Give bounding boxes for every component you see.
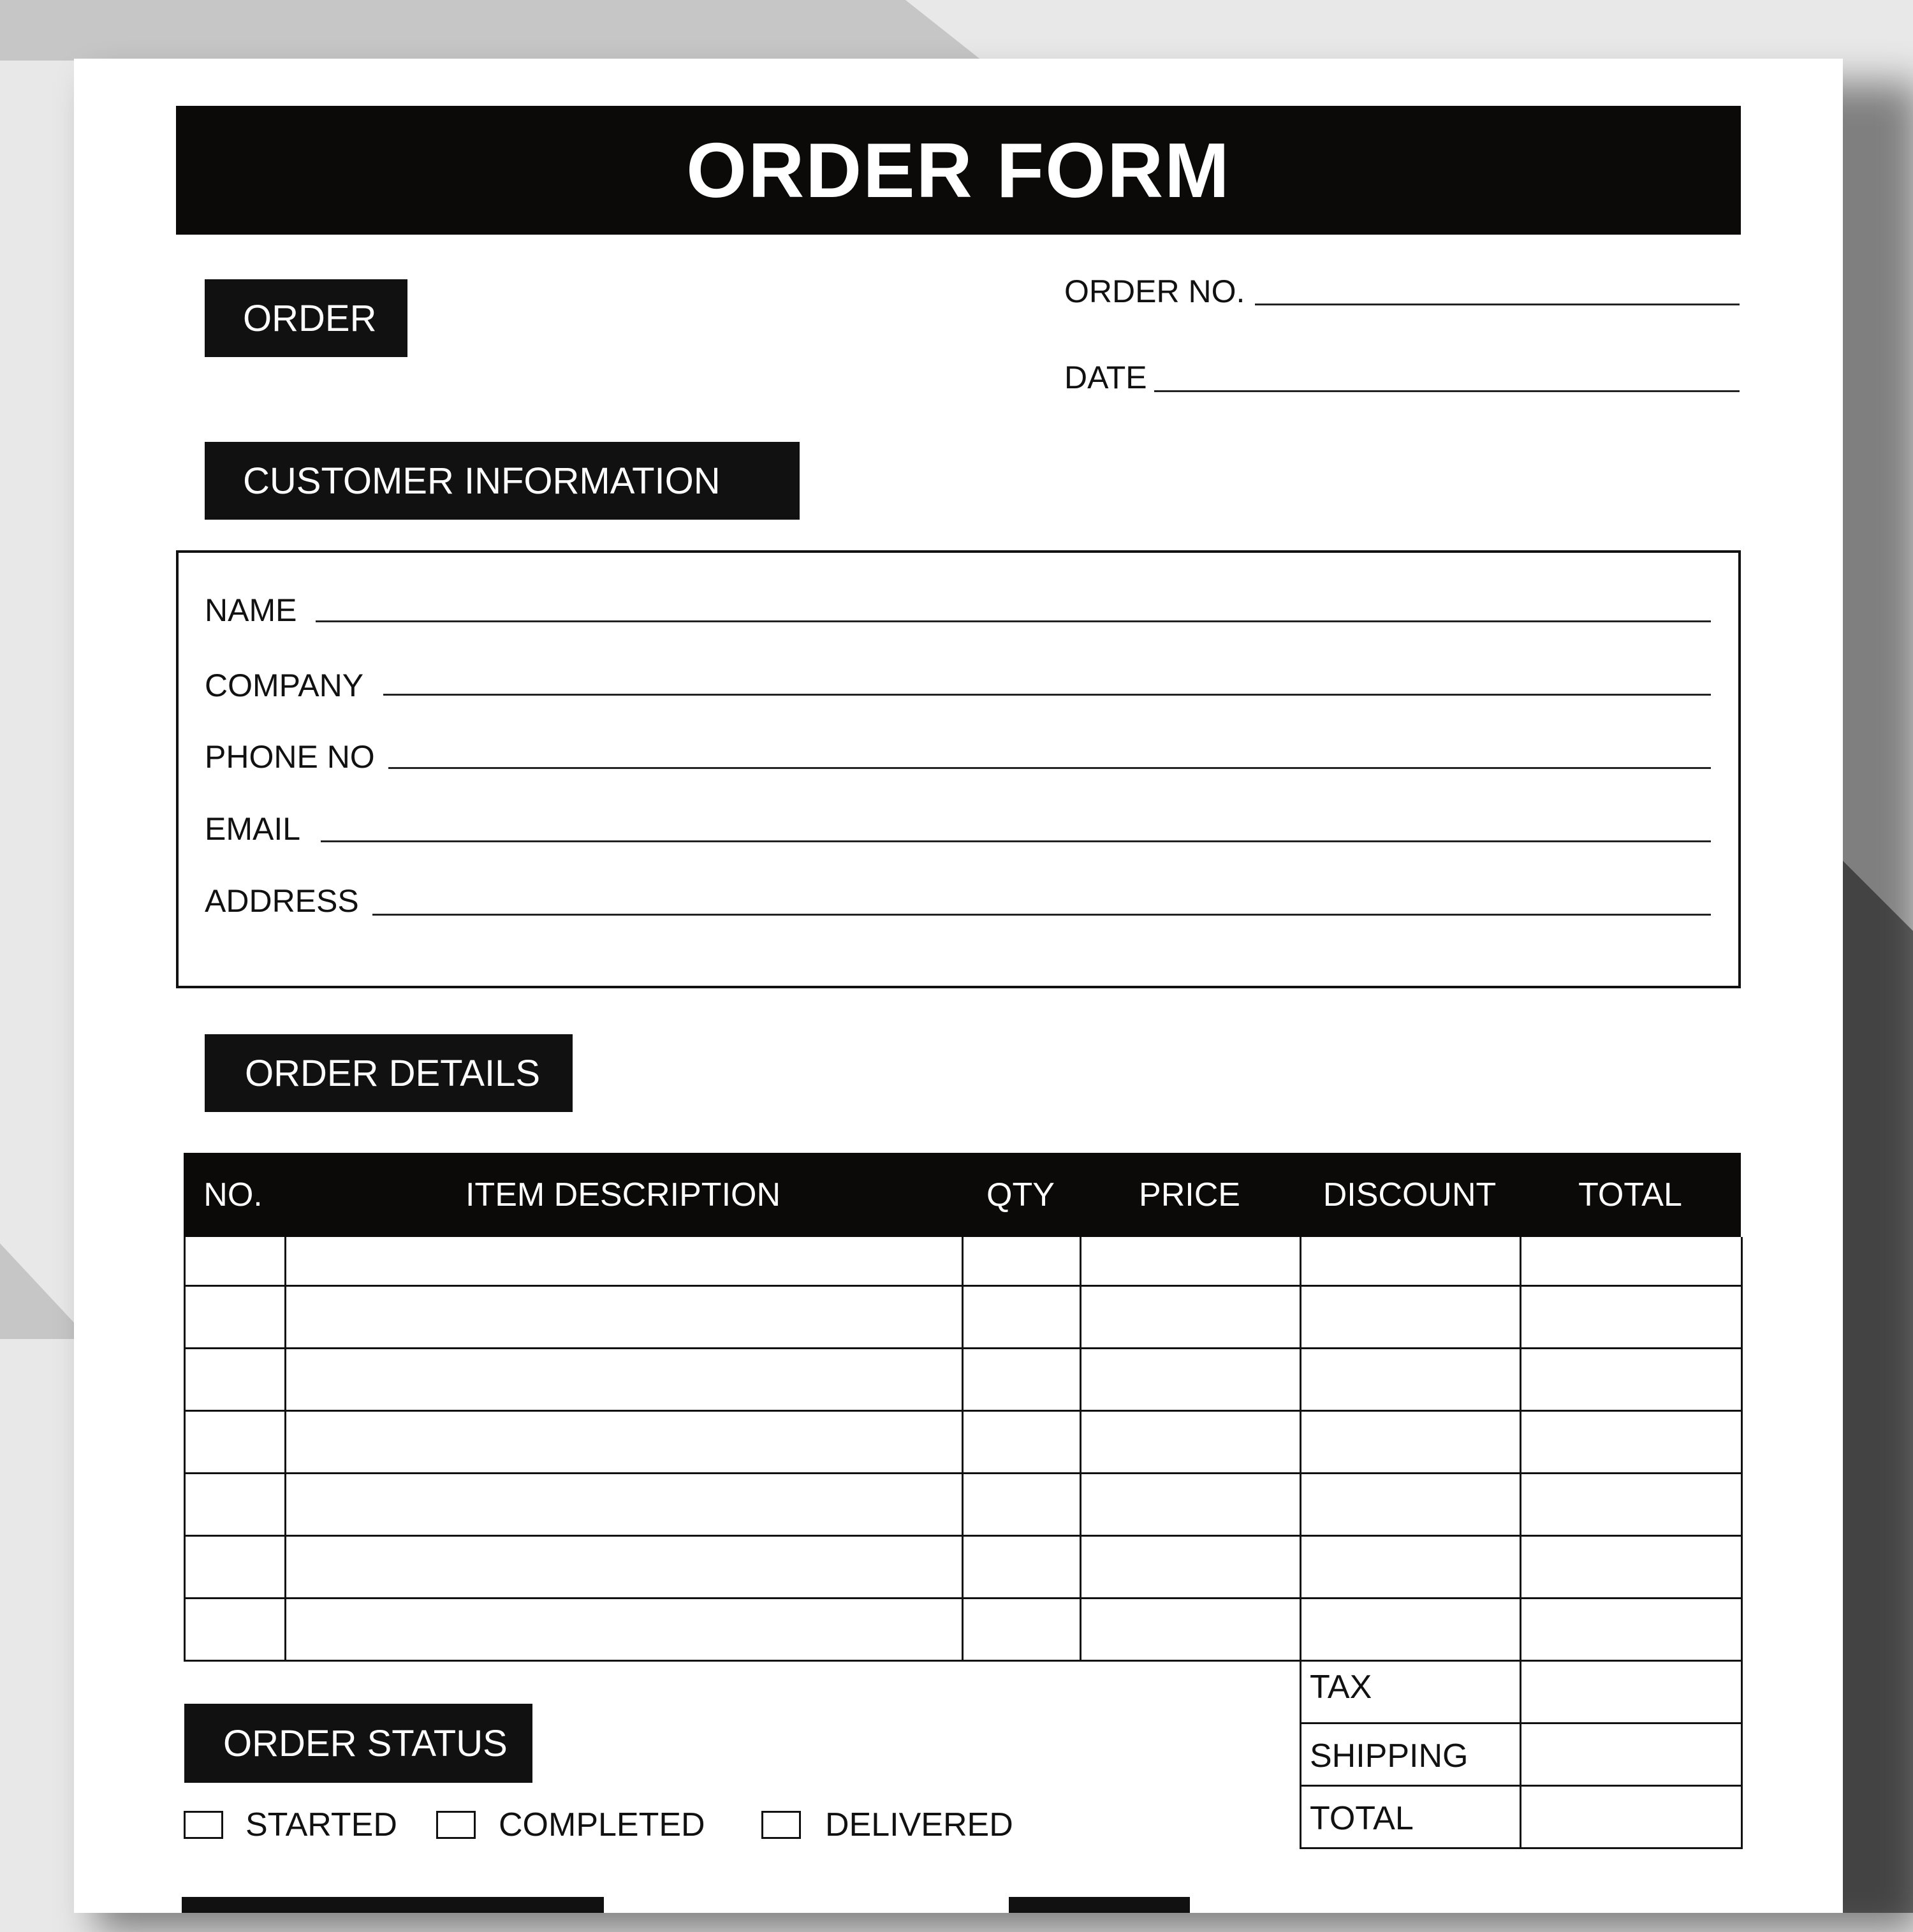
summary-total-label: TOTAL [1310,1800,1414,1837]
table-cell-item-description[interactable] [284,1597,962,1660]
column-header-discount: DISCOUNT [1323,1176,1497,1213]
table-cell-total[interactable] [1520,1535,1741,1597]
order-no-label: ORDER NO. [1064,274,1245,309]
summary-column-divider [1300,1660,1301,1849]
table-cell-no[interactable] [184,1347,284,1410]
table-cell-item-description[interactable] [284,1285,962,1347]
table-cell-price[interactable] [1080,1285,1300,1347]
table-cell-item-description[interactable] [284,1410,962,1472]
table-cell-total[interactable] [1520,1597,1741,1660]
tax-label: TAX [1310,1669,1372,1706]
date-field[interactable] [1154,390,1740,392]
customer-information-box [176,550,1741,988]
phone-no-label: PHONE NO [205,739,375,775]
table-column-divider [1300,1237,1301,1662]
column-header-total: TOTAL [1578,1176,1682,1213]
table-cell-item-description[interactable] [284,1237,962,1285]
table-cell-total[interactable] [1520,1285,1741,1347]
shipping-label: SHIPPING [1310,1738,1469,1775]
address-label: ADDRESS [205,883,359,919]
table-cell-discount[interactable] [1300,1347,1520,1410]
table-cell-no[interactable] [184,1285,284,1347]
table-cell-qty[interactable] [962,1410,1080,1472]
started-checkbox[interactable] [184,1811,223,1839]
table-cell-item-description[interactable] [284,1535,962,1597]
name-label: NAME [205,592,297,628]
completed-label: COMPLETED [499,1806,705,1843]
table-cell-price[interactable] [1080,1472,1300,1535]
started-label: STARTED [246,1806,397,1843]
table-cell-no[interactable] [184,1237,284,1285]
table-cell-total[interactable] [1520,1472,1741,1535]
table-cell-total[interactable] [1520,1410,1741,1472]
table-cell-no[interactable] [184,1535,284,1597]
column-header-qty: QTY [986,1176,1055,1213]
table-cell-qty[interactable] [962,1472,1080,1535]
phone-no-field[interactable] [388,767,1711,769]
table-column-divider [184,1237,186,1662]
next-section-label-left [182,1897,604,1913]
tax-value-cell[interactable] [1520,1660,1741,1722]
completed-checkbox[interactable] [436,1811,476,1839]
column-header-no: NO. [203,1176,263,1213]
email-label: EMAIL [205,811,301,847]
table-cell-qty[interactable] [962,1535,1080,1597]
table-cell-item-description[interactable] [284,1347,962,1410]
table-cell-item-description[interactable] [284,1472,962,1535]
table-cell-discount[interactable] [1300,1472,1520,1535]
table-cell-price[interactable] [1080,1410,1300,1472]
next-section-label-right [1009,1897,1190,1913]
column-header-price: PRICE [1139,1176,1240,1213]
table-cell-discount[interactable] [1300,1597,1520,1660]
table-cell-qty[interactable] [962,1347,1080,1410]
table-column-divider [1741,1237,1743,1662]
column-header-item-description: ITEM DESCRIPTION [465,1176,781,1213]
table-cell-price[interactable] [1080,1597,1300,1660]
order-section-label: ORDER [205,279,407,357]
form-title: ORDER FORM [176,106,1741,235]
order-details-label: ORDER DETAILS [205,1034,573,1112]
table-cell-total[interactable] [1520,1237,1741,1285]
table-cell-qty[interactable] [962,1285,1080,1347]
table-cell-discount[interactable] [1300,1410,1520,1472]
table-column-divider [962,1237,964,1662]
table-column-divider [1520,1237,1521,1662]
table-cell-discount[interactable] [1300,1237,1520,1285]
order-no-field[interactable] [1255,304,1740,305]
table-column-divider [1080,1237,1081,1662]
table-cell-price[interactable] [1080,1347,1300,1410]
table-cell-total[interactable] [1520,1347,1741,1410]
order-status-label: ORDER STATUS [184,1704,532,1783]
email-field[interactable] [321,840,1711,842]
address-field[interactable] [372,914,1711,916]
table-cell-qty[interactable] [962,1237,1080,1285]
delivered-label: DELIVERED [825,1806,1013,1843]
company-label: COMPANY [205,668,364,703]
company-field[interactable] [383,694,1711,696]
summary-total-value-cell[interactable] [1520,1785,1741,1847]
table-cell-price[interactable] [1080,1535,1300,1597]
shipping-value-cell[interactable] [1520,1722,1741,1785]
table-cell-qty[interactable] [962,1597,1080,1660]
table-cell-no[interactable] [184,1472,284,1535]
name-field[interactable] [316,620,1711,622]
delivered-checkbox[interactable] [761,1811,801,1839]
date-label: DATE [1064,360,1147,395]
summary-column-divider [1741,1660,1743,1849]
table-cell-discount[interactable] [1300,1285,1520,1347]
customer-information-label: CUSTOMER INFORMATION [205,442,800,520]
table-column-divider [284,1237,286,1662]
table-cell-no[interactable] [184,1410,284,1472]
table-cell-discount[interactable] [1300,1535,1520,1597]
table-cell-price[interactable] [1080,1237,1300,1285]
table-cell-no[interactable] [184,1597,284,1660]
